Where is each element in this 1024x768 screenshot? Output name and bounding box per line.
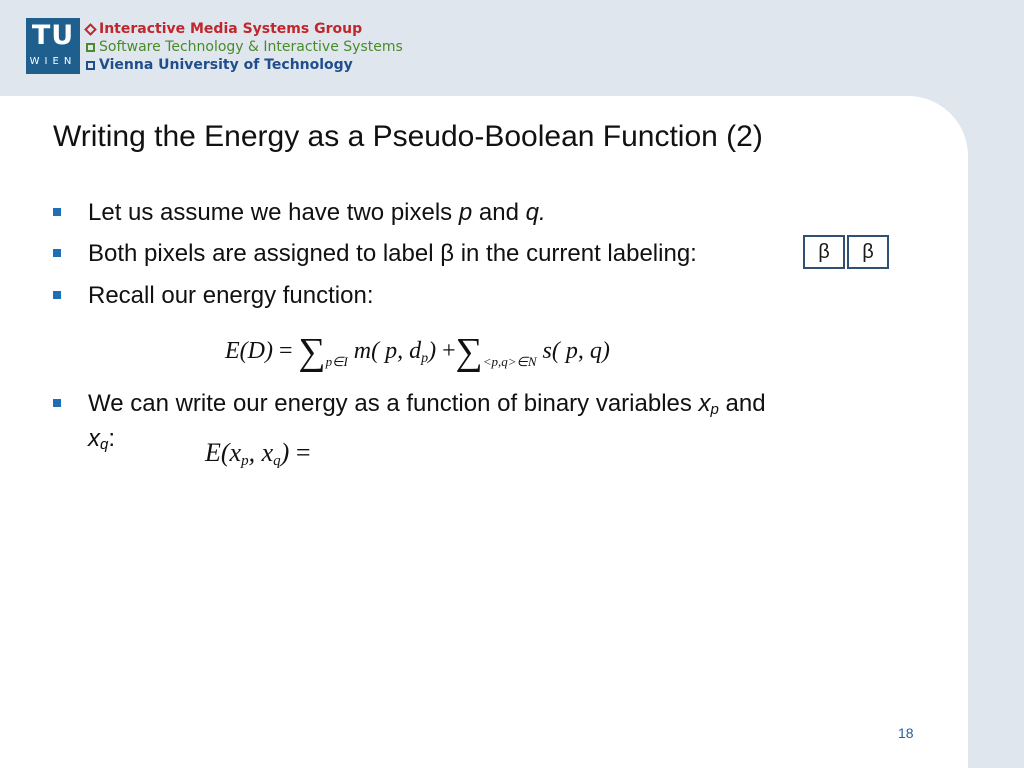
bullet-4-text: We can write our energy as a function of binary variables $x_p$ and xyxy=(88,390,766,418)
bullet-3-text: Recall our energy function: xyxy=(88,282,374,309)
group-line-2-text: Software Technology & Interactive Systems xyxy=(99,39,403,55)
group-line-1-text: Interactive Media Systems Group xyxy=(99,21,363,37)
label-cell-q: β xyxy=(847,235,889,269)
diamond-icon xyxy=(84,23,97,36)
slide-panel xyxy=(0,96,968,768)
group-line-3-text: Vienna University of Technology xyxy=(99,57,353,73)
group-header xyxy=(86,20,403,74)
energy-formula: $E(D) = \sum_{p\in I}$ m( p, $dp) +\sum_{<p,q>\in N}$ s( p, q) xyxy=(225,331,610,373)
tu-wien-logo xyxy=(26,18,80,74)
group-line-3 xyxy=(86,56,403,74)
page-number: 18 xyxy=(898,725,914,741)
bullet-square-icon xyxy=(53,249,61,257)
bullet-4-continuation: $x_q$: xyxy=(88,425,116,453)
binary-energy-formula: E(xp, xq) = xyxy=(205,438,311,469)
group-line-1 xyxy=(86,20,403,38)
label-cell-p: β xyxy=(803,235,845,269)
bullet-square-icon xyxy=(53,399,61,407)
logo-bottom-text: WIEN xyxy=(29,56,77,67)
bullet-square-icon xyxy=(53,291,61,299)
logo-top-text: TU xyxy=(31,20,75,51)
square-icon xyxy=(86,43,95,52)
slide-title: Writing the Energy as a Pseudo-Boolean Function (2) xyxy=(53,120,763,153)
bullet-square-icon xyxy=(53,208,61,216)
square-icon xyxy=(86,61,95,70)
group-line-2 xyxy=(86,38,403,56)
bullet-1-text: Let us assume we have two pixels p and q. xyxy=(88,199,546,226)
bullet-2-text: Both pixels are assigned to label β in the current labeling: xyxy=(88,240,697,267)
